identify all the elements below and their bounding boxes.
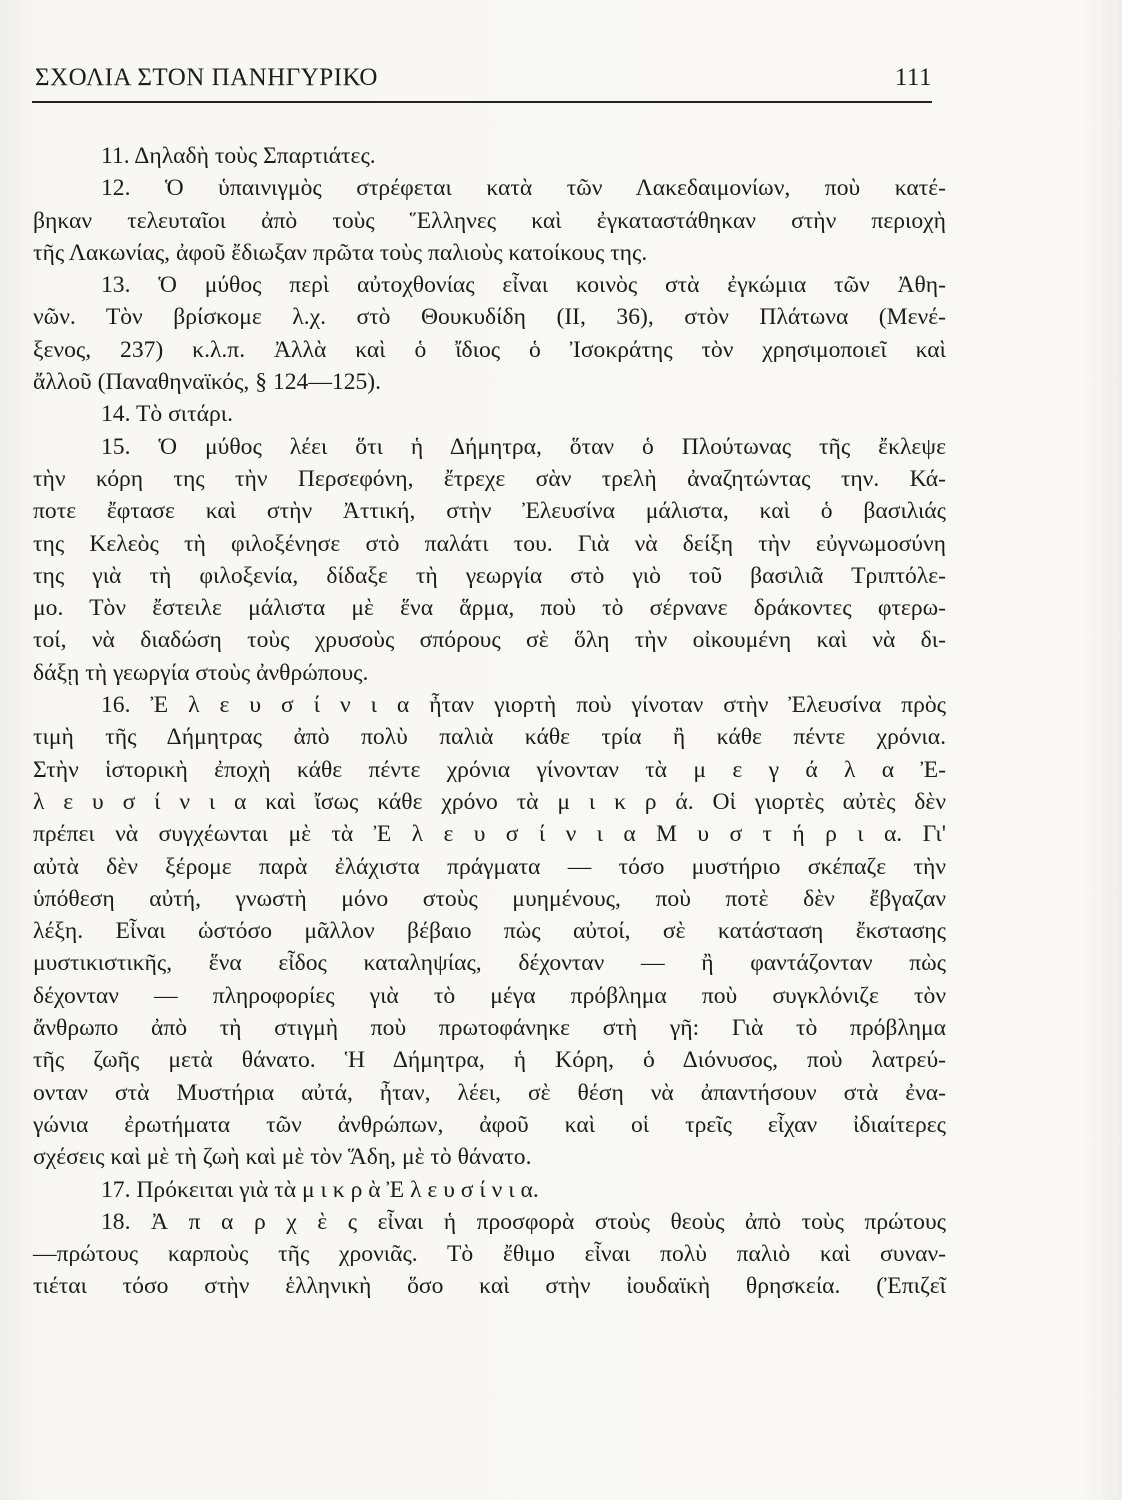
- note-16-line-5: πρέπει νὰ συγχέωνται μὲ τὰ Ἐ λ ε υ σ ί ν ι α Μ υ σ τ ή ρ ι α. Γι': [33, 821, 946, 848]
- note-15-line-4: της Κελεὸς τὴ φιλοξένησε στὸ παλάτι του. Γιὰ νὰ δείξη τὴν εὐγνωμοσύνη: [33, 530, 946, 557]
- notes-body: [33, 140, 946, 1303]
- note-16-line-11: ἄνθρωπο ἀπὸ τὴ στιγμὴ ποὺ πρωτοφάνηκε στὴ γῆ: Γιὰ τὸ πρόβλημα: [33, 1015, 946, 1042]
- note-13-line-2: νῶν. Τὸν βρίσκομε λ.χ. στὸ Θουκυδίδη (II, 36), στὸν Πλάτωνα (Μενέ-: [33, 304, 946, 331]
- note-15-line-8: δάξῃ τὴ γεωργία στοὺς ἀνθρώπους.: [33, 659, 369, 686]
- note-16-line-1: 16. Ἐ λ ε υ σ ί ν ι α ἦταν γιορτὴ ποὺ γίνοταν στὴν Ἐλευσίνα πρὸς: [101, 692, 946, 719]
- note-11-line-1: 11. Δηλαδὴ τοὺς Σπαρτιάτες.: [101, 143, 376, 169]
- note-12-line-1: 12. Ὁ ὑπαινιγμὸς στρέφεται κατὰ τῶν Λακεδαιμονίων, ποὺ κατέ-: [101, 175, 946, 202]
- note-18-line-1: 18. Ἀ π α ρ χ ὲ ς εἶναι ἡ προσφορὰ στοὺς θεοὺς ἀπὸ τοὺς πρώτους: [101, 1208, 946, 1235]
- note-17-line-1: 17. Πρόκειται γιὰ τὰ μ ι κ ρ ὰ Ἐ λ ε υ σ ί ν ι α.: [101, 1176, 539, 1203]
- note-14-line-1: 14. Τὸ σιτάρι.: [101, 401, 234, 428]
- note-15-line-2: τὴν κόρη της τὴν Περσεφόνη, ἔτρεχε σὰν τρελὴ ἀναζητώντας την. Κά-: [33, 465, 946, 492]
- note-15-line-7: τοί, νὰ διαδώση τοὺς χρυσοὺς σπόρους σὲ ὅλη τὴν οἰκουμένη καὶ νὰ δι-: [33, 627, 946, 654]
- note-16-line-8: λέξη. Εἶναι ὡστόσο μᾶλλον βέβαιο πὼς αὐτοί, σὲ κατάσταση ἔκστασης: [33, 918, 946, 945]
- note-16-line-12: τῆς ζωῆς μετὰ θάνατο. Ἡ Δήμητρα, ἡ Κόρη, ὁ Διόνυσος, ποὺ λατρεύ-: [33, 1047, 946, 1074]
- running-header: [35, 64, 932, 92]
- note-16-line-9: μυστικιστικῆς, ἕνα εἶδος καταληψίας, δέχονταν — ἢ φαντάζονταν πὼς: [33, 950, 946, 977]
- note-16-line-13: ονταν στὰ Μυστήρια αὐτά, ἦταν, λέει, σὲ θέση νὰ ἀπαντήσουν στὰ ἐνα-: [33, 1079, 946, 1106]
- note-13-line-1: 13. Ὁ μύθος περὶ αὐτοχθονίας εἶναι κοινὸς στὰ ἐγκώμια τῶν Ἀθη-: [101, 272, 946, 299]
- note-16-line-4: λ ε υ σ ί ν ι α καὶ ἴσως κάθε χρόνο τὰ μ ι κ ρ ά. Οἱ γιορτὲς αὐτὲς δὲν: [33, 788, 946, 815]
- note-15-line-6: μο. Τὸν ἔστειλε μάλιστα μὲ ἕνα ἅρμα, ποὺ τὸ σέρνανε δράκοντες φτερω-: [33, 595, 946, 622]
- running-title: ΣΧΟΛΙΑ ΣΤΟΝ ΠΑΝΗΓΥΡΙΚΟ: [35, 64, 378, 91]
- note-15-line-5: της γιὰ τὴ φιλοξενία, δίδαξε τὴ γεωργία στὸ γιὸ τοῦ βασιλιᾶ Τριπτόλε-: [33, 562, 946, 589]
- note-13-line-3: ξενος, 237) κ.λ.π. Ἀλλὰ καὶ ὁ ἴδιος ὁ Ἰσοκράτης τὸν χρησιμοποιεῖ καὶ: [33, 336, 946, 363]
- note-16-line-7: ὑπόθεση αὐτή, γνωστὴ μόνο στοὺς μυημένους, ποὺ ποτὲ δὲν ἔβγαζαν: [33, 885, 946, 912]
- note-15-line-3: ποτε ἔφτασε καὶ στὴν Ἀττική, στὴν Ἐλευσίνα μάλιστα, καὶ ὁ βασιλιάς: [33, 498, 946, 525]
- page-number: 111: [894, 64, 932, 91]
- note-18-line-3: τιέται τόσο στὴν ἑλληνικὴ ὅσο καὶ στὴν ἰουδαϊκὴ θρησκεία. (Ἐπιζεῖ: [33, 1273, 946, 1300]
- note-12-line-2: βηκαν τελευταῖοι ἀπὸ τοὺς Ἕλληνες καὶ ἐγκαταστάθηκαν στὴν περιοχὴ: [33, 207, 946, 234]
- note-16-line-3: Στὴν ἱστορικὴ ἐποχὴ κάθε πέντε χρόνια γίνονταν τὰ μ ε γ ά λ α Ἐ-: [33, 756, 946, 783]
- note-16-line-2: τιμὴ τῆς Δήμητρας ἀπὸ πολὺ παλιὰ κάθε τρία ἢ κάθε πέντε χρόνια.: [33, 724, 946, 751]
- note-16-line-15: σχέσεις καὶ μὲ τὴ ζωὴ καὶ μὲ τὸν Ἅδη, μὲ τὸ θάνατο.: [33, 1144, 532, 1171]
- header-rule: [32, 101, 932, 103]
- note-12-line-3: τῆς Λακωνίας, ἀφοῦ ἔδιωξαν πρῶτα τοὺς παλιοὺς κατοίκους της.: [33, 239, 648, 266]
- note-18-line-2: —πρώτους καρποὺς τῆς χρονιᾶς. Τὸ ἔθιμο εἶναι πολὺ παλιὸ καὶ συναν-: [33, 1241, 946, 1268]
- note-13-line-4: ἄλλοῦ (Παναθηναϊκός, § 124—125).: [33, 369, 382, 396]
- note-16-line-14: γώνια ἐρωτήματα τῶν ἀνθρώπων, ἀφοῦ καὶ οἱ τρεῖς εἶχαν ἰδιαίτερες: [33, 1111, 946, 1138]
- note-16-line-6: αὐτὰ δὲν ξέρομε παρὰ ἐλάχιστα πράγματα — τόσο μυστήριο σκέπαζε τὴν: [33, 853, 946, 880]
- note-15-line-1: 15. Ὁ μύθος λέει ὅτι ἡ Δήμητρα, ὅταν ὁ Πλούτωνας τῆς ἔκλεψε: [101, 433, 946, 460]
- note-16-line-10: δέχονταν — πληροφορίες γιὰ τὸ μέγα πρόβλημα ποὺ συγκλόνιζε τὸν: [33, 982, 946, 1009]
